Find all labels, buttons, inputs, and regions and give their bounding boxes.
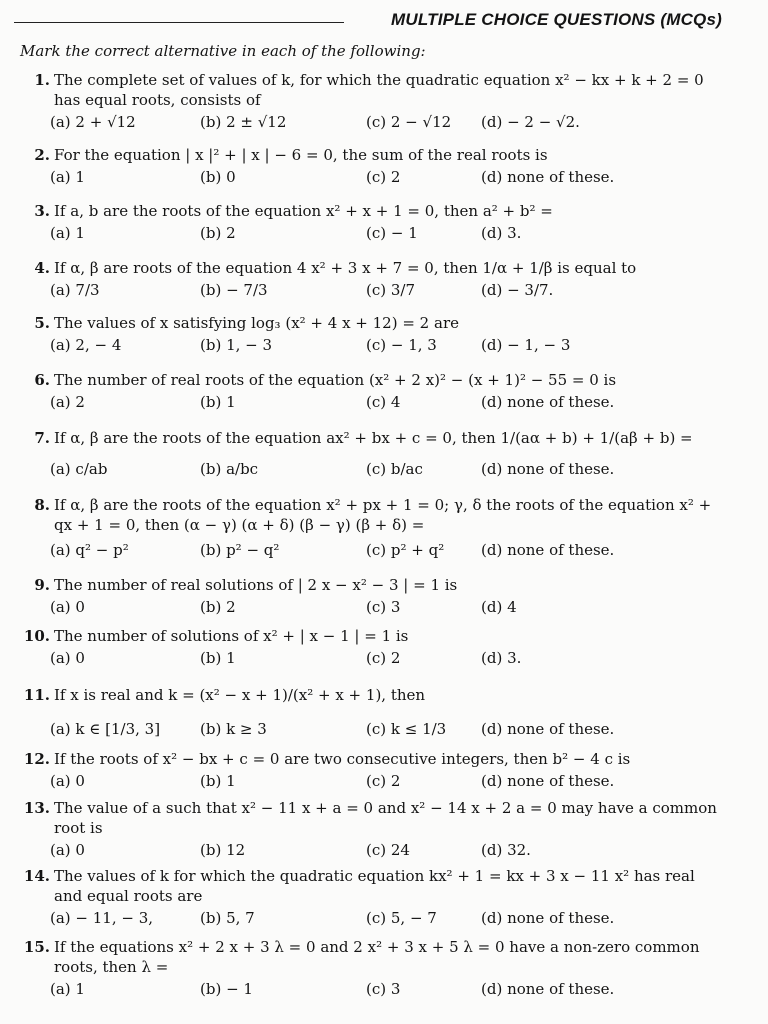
question-number: 3. bbox=[34, 202, 50, 220]
option-b[interactable]: (b) 1 bbox=[200, 649, 236, 667]
question-15 bbox=[20, 937, 720, 1002]
question-stem bbox=[20, 798, 720, 838]
question-stem bbox=[20, 145, 720, 165]
question-text: If α, β are the roots of the equation x² + px + 1 = 0; γ, δ the roots of the equation x² + qx + 1 = 0, then (α − γ) (α + δ) (β − γ) (β + δ) = bbox=[54, 496, 712, 534]
question-3 bbox=[20, 201, 720, 246]
question-number: 4. bbox=[34, 259, 50, 277]
options-row bbox=[20, 168, 720, 190]
question-2 bbox=[20, 145, 720, 190]
question-number: 2. bbox=[34, 146, 50, 164]
option-a[interactable]: (a) 0 bbox=[50, 841, 85, 859]
question-stem bbox=[20, 70, 720, 110]
option-d[interactable]: (d) none of these. bbox=[481, 772, 615, 790]
question-number: 12. bbox=[23, 750, 50, 768]
option-a[interactable]: (a) − 11, − 3, bbox=[50, 909, 154, 927]
question-5 bbox=[20, 313, 720, 358]
option-c[interactable]: (c) 2 bbox=[366, 649, 401, 667]
option-b[interactable]: (b) 12 bbox=[200, 841, 246, 859]
option-a[interactable]: (a) 0 bbox=[50, 598, 85, 616]
options-row bbox=[20, 113, 720, 135]
option-b[interactable]: (b) 2 ± √12 bbox=[200, 113, 287, 131]
option-b[interactable]: (b) − 1 bbox=[200, 980, 253, 998]
question-stem bbox=[20, 201, 720, 221]
question-number: 11. bbox=[23, 686, 50, 704]
option-c[interactable]: (c) − 1, 3 bbox=[366, 336, 437, 354]
options-row bbox=[20, 841, 720, 863]
options-row bbox=[20, 598, 720, 620]
option-b[interactable]: (b) k ≥ 3 bbox=[200, 720, 267, 738]
question-9 bbox=[20, 575, 720, 620]
options-row bbox=[20, 336, 720, 358]
question-text: The number of solutions of x² + | x − 1 | = 1 is bbox=[54, 627, 409, 645]
option-a[interactable]: (a) k ∈ [1/3, 3] bbox=[50, 720, 161, 738]
question-12 bbox=[20, 749, 720, 794]
question-stem bbox=[20, 258, 720, 278]
option-a[interactable]: (a) 2 bbox=[50, 393, 85, 411]
option-a[interactable]: (a) 2, − 4 bbox=[50, 336, 122, 354]
question-11 bbox=[20, 685, 720, 742]
question-number: 13. bbox=[23, 799, 50, 817]
option-c[interactable]: (c) − 1 bbox=[366, 224, 418, 242]
option-c[interactable]: (c) k ≤ 1/3 bbox=[366, 720, 447, 738]
question-number: 7. bbox=[34, 429, 50, 447]
question-10 bbox=[20, 626, 720, 671]
question-text: If x is real and k = (x² − x + 1)/(x² + x + 1), then bbox=[54, 686, 426, 704]
option-c[interactable]: (c) 4 bbox=[366, 393, 401, 411]
option-a[interactable]: (a) q² − p² bbox=[50, 541, 129, 559]
question-4 bbox=[20, 258, 720, 303]
option-d[interactable]: (d) none of these. bbox=[481, 720, 615, 738]
question-text: The values of x satisfying log₃ (x² + 4 x + 12) = 2 are bbox=[54, 314, 459, 332]
question-text: If the roots of x² − bx + c = 0 are two consecutive integers, then b² − 4 c is bbox=[54, 750, 631, 768]
option-c[interactable]: (c) b/ac bbox=[366, 460, 423, 478]
option-d[interactable]: (d) none of these. bbox=[481, 980, 615, 998]
question-text: The complete set of values of k, for which the quadratic equation x² − kx + k + 2 = 0 has equal roots, consists of bbox=[54, 71, 704, 109]
option-a[interactable]: (a) 7/3 bbox=[50, 281, 100, 299]
instruction-text: Mark the correct alternative in each of the following: bbox=[20, 42, 426, 60]
options-row bbox=[20, 909, 720, 931]
option-d[interactable]: (d) none of these. bbox=[481, 541, 615, 559]
question-stem bbox=[20, 428, 720, 448]
option-d[interactable]: (d) − 2 − √2. bbox=[481, 113, 580, 131]
question-stem bbox=[20, 575, 720, 595]
option-a[interactable]: (a) 1 bbox=[50, 224, 85, 242]
question-1 bbox=[20, 70, 720, 135]
option-a[interactable]: (a) 1 bbox=[50, 980, 85, 998]
question-stem bbox=[20, 866, 720, 906]
question-text: The number of real solutions of | 2 x − x² − 3 | = 1 is bbox=[54, 576, 458, 594]
options-row bbox=[20, 281, 720, 303]
option-b[interactable]: (b) a/bc bbox=[200, 460, 259, 478]
option-b[interactable]: (b) 1 bbox=[200, 772, 236, 790]
question-8 bbox=[20, 495, 720, 563]
question-number: 10. bbox=[23, 627, 50, 645]
question-13 bbox=[20, 798, 720, 863]
option-c[interactable]: (c) 3 bbox=[366, 598, 401, 616]
option-d[interactable]: (d) none of these. bbox=[481, 393, 615, 411]
question-number: 5. bbox=[34, 314, 50, 332]
question-stem bbox=[20, 313, 720, 333]
question-stem bbox=[20, 626, 720, 646]
option-a[interactable]: (a) 0 bbox=[50, 772, 85, 790]
question-text: If the equations x² + 2 x + 3 λ = 0 and 2 x² + 3 x + 5 λ = 0 have a non-zero common roots, then λ = bbox=[54, 938, 700, 976]
question-text: If α, β are roots of the equation 4 x² + 3 x + 7 = 0, then 1/α + 1/β is equal to bbox=[54, 259, 637, 277]
section-title: MULTIPLE CHOICE QUESTIONS (MCQs) bbox=[391, 10, 722, 29]
option-d[interactable]: (d) 4 bbox=[481, 598, 517, 616]
options-row bbox=[20, 649, 720, 671]
option-b[interactable]: (b) 2 bbox=[200, 224, 236, 242]
question-number: 1. bbox=[34, 71, 50, 89]
question-text: If a, b are the roots of the equation x² + x + 1 = 0, then a² + b² = bbox=[54, 202, 553, 220]
question-text: For the equation | x |² + | x | − 6 = 0, the sum of the real roots is bbox=[54, 146, 548, 164]
option-d[interactable]: (d) 32. bbox=[481, 841, 531, 859]
option-d[interactable]: (d) 3. bbox=[481, 224, 522, 242]
options-row bbox=[20, 224, 720, 246]
question-text: The values of k for which the quadratic equation kx² + 1 = kx + 3 x − 11 x² has real and equal roots are bbox=[54, 867, 695, 905]
options-row bbox=[20, 393, 720, 415]
option-b[interactable]: (b) 0 bbox=[200, 168, 236, 186]
option-d[interactable]: (d) none of these. bbox=[481, 168, 615, 186]
options-row bbox=[20, 541, 720, 563]
option-d[interactable]: (d) none of these. bbox=[481, 460, 615, 478]
option-b[interactable]: (b) 5, 7 bbox=[200, 909, 255, 927]
options-row bbox=[20, 460, 720, 482]
option-c[interactable]: (c) p² + q² bbox=[366, 541, 445, 559]
question-number: 6. bbox=[34, 371, 50, 389]
option-a[interactable]: (a) c/ab bbox=[50, 460, 108, 478]
option-b[interactable]: (b) p² − q² bbox=[200, 541, 280, 559]
question-stem bbox=[20, 495, 720, 535]
option-c[interactable]: (c) 2 − √12 bbox=[366, 113, 452, 131]
question-7 bbox=[20, 428, 720, 482]
question-6 bbox=[20, 370, 720, 415]
question-number: 8. bbox=[34, 496, 50, 514]
question-text: If α, β are the roots of the equation ax² + bx + c = 0, then 1/(aα + b) + 1/(aβ + b) = bbox=[54, 429, 693, 447]
header-rule bbox=[14, 22, 344, 23]
option-c[interactable]: (c) 5, − 7 bbox=[366, 909, 437, 927]
question-stem bbox=[20, 749, 720, 769]
option-d[interactable]: (d) − 1, − 3 bbox=[481, 336, 571, 354]
question-number: 14. bbox=[23, 867, 50, 885]
option-c[interactable]: (c) 2 bbox=[366, 772, 401, 790]
options-row bbox=[20, 772, 720, 794]
option-b[interactable]: (b) 2 bbox=[200, 598, 236, 616]
option-c[interactable]: (c) 3 bbox=[366, 980, 401, 998]
option-c[interactable]: (c) 3/7 bbox=[366, 281, 416, 299]
question-stem bbox=[20, 937, 720, 977]
question-14 bbox=[20, 866, 720, 931]
option-c[interactable]: (c) 24 bbox=[366, 841, 410, 859]
question-number: 15. bbox=[23, 938, 50, 956]
question-number: 9. bbox=[34, 576, 50, 594]
option-d[interactable]: (d) 3. bbox=[481, 649, 522, 667]
options-row bbox=[20, 980, 720, 1002]
option-c[interactable]: (c) 2 bbox=[366, 168, 401, 186]
question-text: The value of a such that x² − 11 x + a = 0 and x² − 14 x + 2 a = 0 may have a common root is bbox=[54, 799, 717, 837]
question-text: The number of real roots of the equation (x² + 2 x)² − (x + 1)² − 55 = 0 is bbox=[54, 371, 617, 389]
question-stem bbox=[20, 370, 720, 390]
option-b[interactable]: (b) 1, − 3 bbox=[200, 336, 273, 354]
option-a[interactable]: (a) 0 bbox=[50, 649, 85, 667]
option-a[interactable]: (a) 2 + √12 bbox=[50, 113, 136, 131]
option-d[interactable]: (d) − 3/7. bbox=[481, 281, 554, 299]
question-stem bbox=[20, 685, 720, 705]
option-b[interactable]: (b) 1 bbox=[200, 393, 236, 411]
option-d[interactable]: (d) none of these. bbox=[481, 909, 615, 927]
options-row bbox=[20, 720, 720, 742]
option-a[interactable]: (a) 1 bbox=[50, 168, 85, 186]
option-b[interactable]: (b) − 7/3 bbox=[200, 281, 268, 299]
